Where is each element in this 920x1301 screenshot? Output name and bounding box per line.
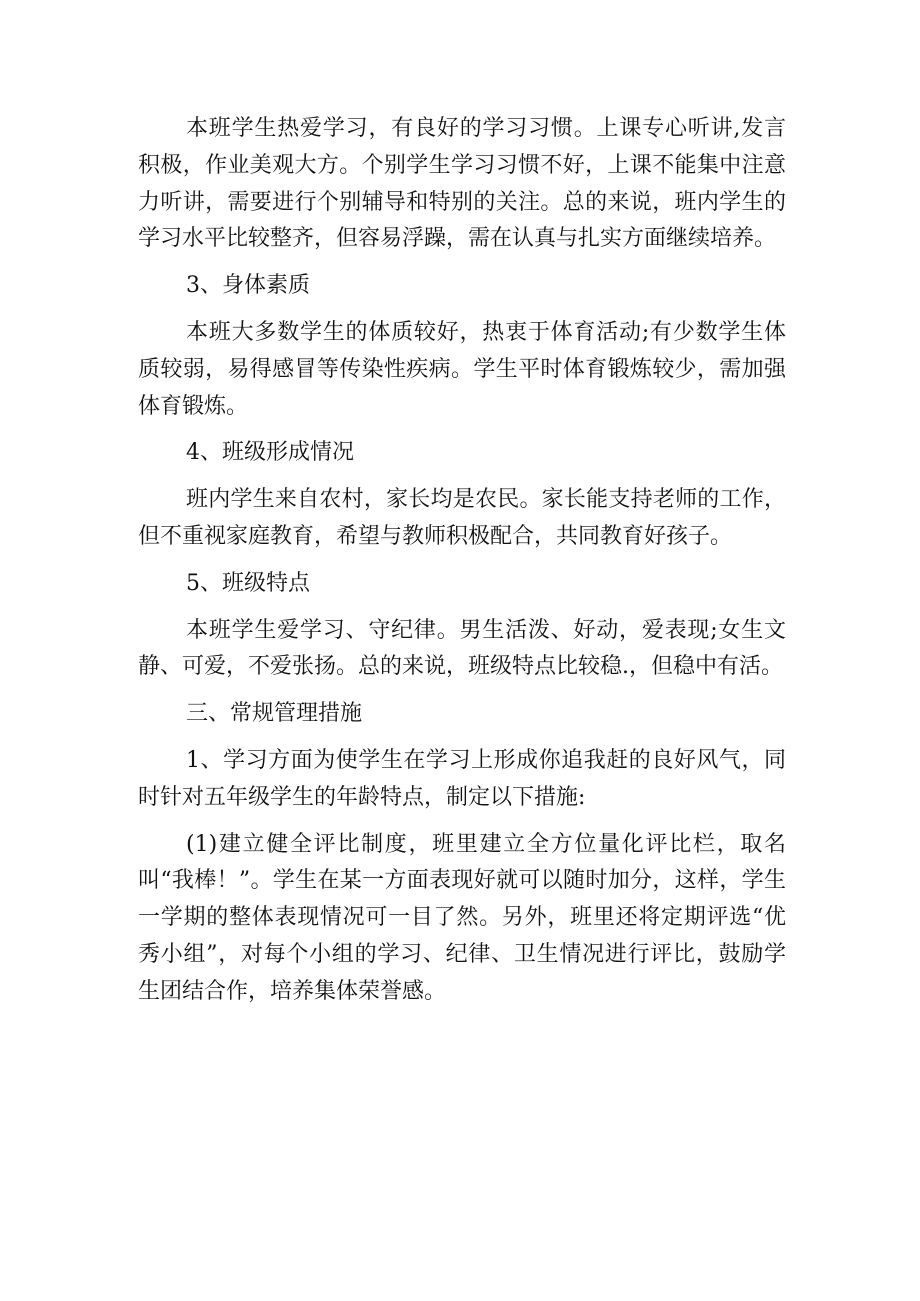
- section-heading-class-formation: 4、班级形成情况: [186, 440, 354, 466]
- document-body: [138, 111, 786, 1021]
- paragraph-evaluation-system: (1)建立健全评比制度，班里建立全方位量化评比栏，取名叫“我棒！”。学生在某一方面表现好就可以随时加分，这样，学生一学期的整体表现情况可一目了然。另外，班里还将定期评选“优秀小组”，对每个小组的学习、纪律、卫生情况进行评比，鼓励学生团结合作，培养集体荣誉感。: [138, 831, 786, 1004]
- section-heading-class-features: 5、班级特点: [186, 570, 310, 596]
- paragraph-class-features: 本班学生爱学习、守纪律。男生活泼、好动，爱表现;女生文静、可爱，不爱张扬。总的来说，班级特点比较稳.，但稳中有活。: [138, 617, 786, 680]
- paragraph-physical-quality: 本班大多数学生的体质较好，热衷于体育活动;有少数学生体质较弱，易得感冒等传染性疾病。学生平时体育锻炼较少，需加强体育锻炼。: [138, 319, 786, 419]
- paragraph-study-habits: 本班学生热爱学习，有良好的学习习惯。上课专心听讲,发言积极，作业美观大方。个别学生学习习惯不好，上课不能集中注意力听讲，需要进行个别辅导和特别的关注。总的来说，班内学生的学习水平比较整齐，但容易浮躁，需在认真与扎实方面继续培养。: [138, 116, 786, 252]
- section-heading-management-measures: 三、常规管理措施: [186, 701, 363, 727]
- paragraph-study-measures: 1、学习方面为使学生在学习上形成你追我赶的良好风气，同时针对五年级学生的年龄特点，制定以下措施:: [138, 747, 786, 810]
- paragraph-class-formation: 班内学生来自农村，家长均是农民。家长能支持老师的工作，但不重视家庭教育，希望与教师积极配合，共同教育好孩子。: [138, 487, 786, 549]
- section-heading-physical-quality: 3、身体素质: [186, 273, 310, 299]
